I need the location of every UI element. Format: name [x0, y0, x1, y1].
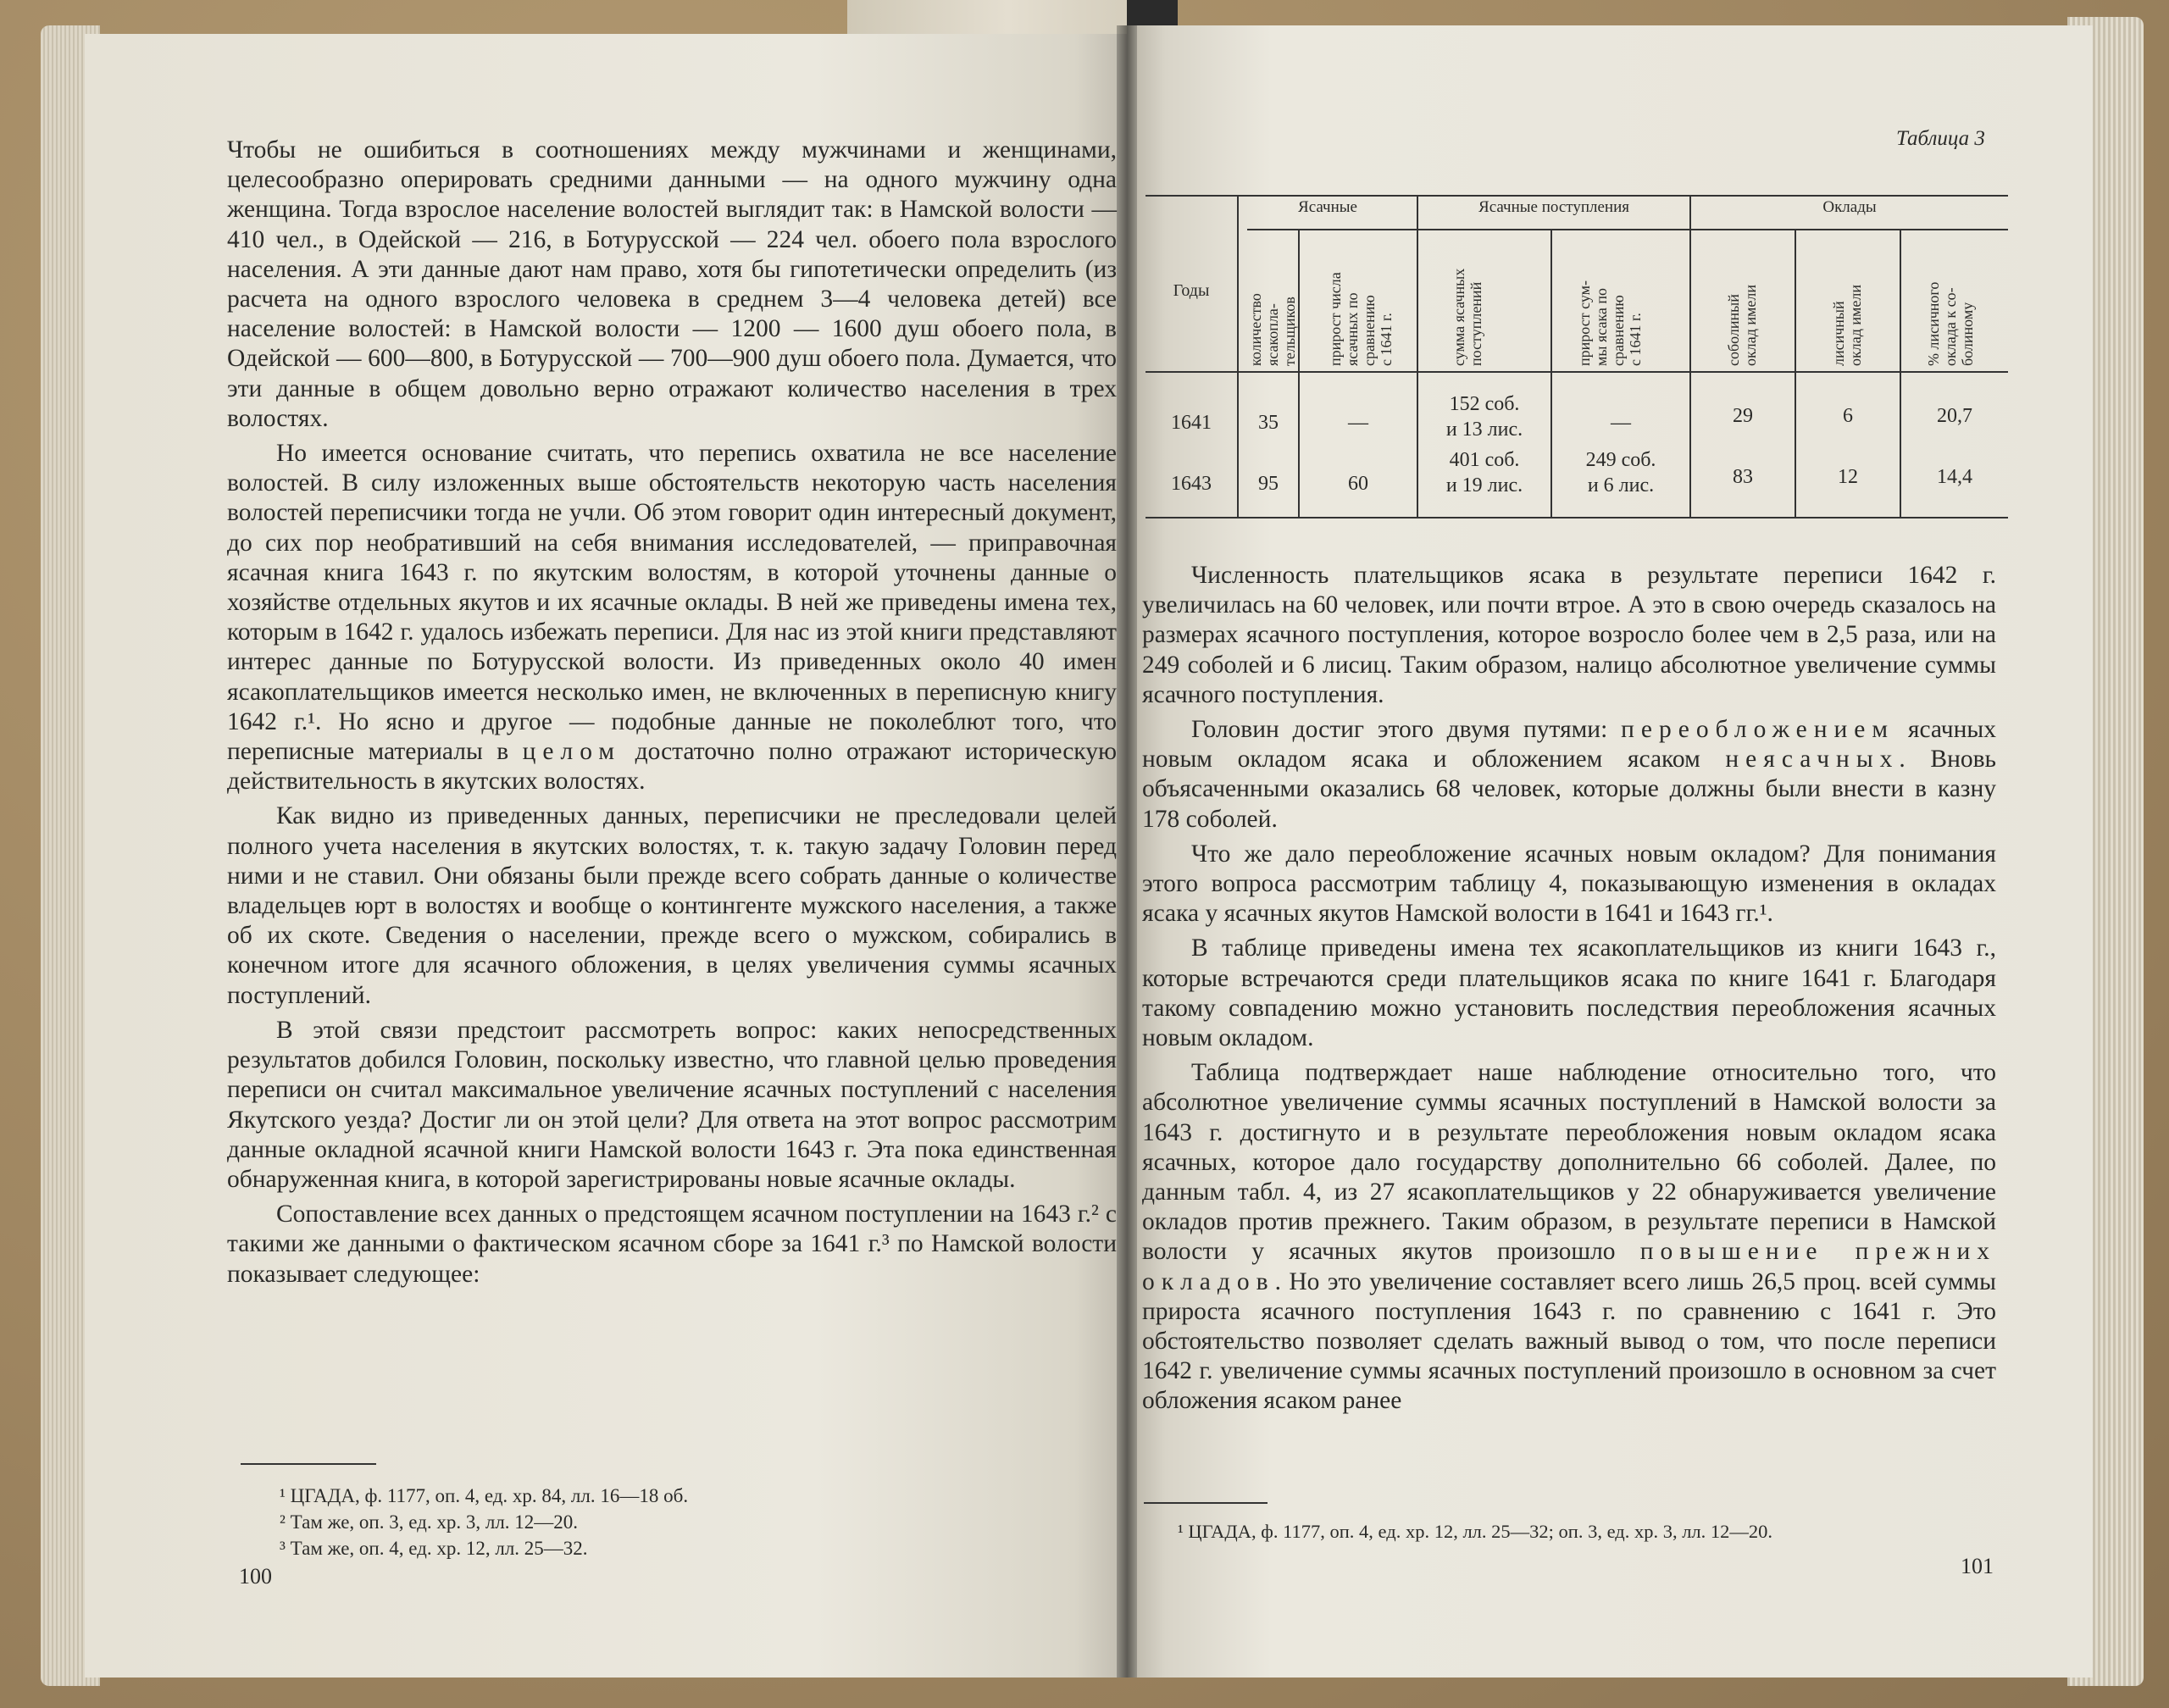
page-number: 100: [239, 1564, 272, 1589]
paragraph: [227, 439, 1117, 796]
group-header: Ясачные поступления: [1478, 198, 1629, 216]
column-header: прирост сум- мы ясака по сравнению с 1641 г.: [1576, 280, 1644, 366]
footnote: ¹ ЦГАДА, ф. 1177, оп. 4, ед. хр. 12, лл. 25—32; оп. 3, ед. хр. 3, лл. 12—20.: [1178, 1521, 1773, 1542]
paragraph: Как видно из приведенных данных, переписчики не преследовали целей полного учета населения в якутских волостях, т. к. такую задачу Головин перед ними и не ставил. Они обязаны были прежде всего собрать данные о количестве владельцев юрт в волостях и вообще о контингенте мужского населения, а также об их скоте. Сведения о населении, прежде всего о мужском, собирались в конечном итоге для ясачного обложения, в целях увеличения суммы ясачных поступлений.: [227, 802, 1117, 1009]
paragraph-text: Но имеется основание считать, что перепись охватила не все население волостей. В силу изложенных выше обстоятельств некоторую часть населения волостей переписчики тогда не учли. Об этом говорит один интересный документ, до сих пор необративший на себя внимания исследователей, — приправочная ясачная книга 1643 г. по якутским волостям, в которой уточнены данные о хозяйстве отдельных якутов и их ясачные оклады. В ней же приведены имена тех, которым в 1642 г. удалось избежать переписи. Для нас из этой книги представляют интерес данные по Ботурусской волости. Из приведенных около 40 имен ясакоплательщиков имеется несколько имен, не включенных в переписную книгу 1642 г.¹. Но ясно и другое — подобные данные не поколеблют того, что переписные материалы в: [227, 440, 1117, 766]
table-caption: Таблица 3: [1896, 127, 1985, 150]
right-page-body: [1142, 561, 1996, 1417]
paragraph-text: Таблица подтверждает наше наблюдение относительно того, что абсолютное увеличение суммы ясачных поступлений в Намской волости за 1643 г. достигнуто и в результате переобложения новым окладом ясака ясачных, которое дало государству дополнительно 66 соболей. Далее, по данным табл. 4, из 27 ясакоплательщиков у 22 обнаруживается увеличение окладов против прежнего. Таким образом, в результате переписи в Намской волости у ясачных якутов произошло: [1142, 1059, 1996, 1266]
column-header: % лисичного оклада к со- болиному: [1925, 281, 1976, 366]
column-header: количество ясакопла- тельщиков: [1247, 293, 1298, 366]
column-header: лисичный оклад имели: [1830, 284, 1864, 366]
spaced-emphasis: неясачных: [1725, 746, 1900, 774]
table-rule: [1146, 195, 2008, 197]
table-cell: 12: [1838, 466, 1858, 488]
spaced-emphasis: целом: [522, 738, 622, 766]
footnote: ² Там же, оп. 3, ед. хр. 3, лл. 12—20.: [280, 1511, 579, 1533]
paragraph: Сопоставление всех данных о предстоящем ясачном поступлении на 1643 г.² с такими же данными о фактическом ясачном сборе за 1641 г.³ по Намской волости показывает следующее:: [227, 1201, 1117, 1288]
table-cell: 152 соб.: [1449, 393, 1520, 415]
paragraph: [1142, 715, 1996, 835]
paragraph-text: Головин достиг этого двумя путями:: [1191, 716, 1608, 744]
table-cell: и 19 лис.: [1445, 474, 1523, 496]
column-header: прирост числа ясачных по сравнению с 1641 г.: [1327, 272, 1395, 366]
table-cell: 20,7: [1937, 405, 1972, 427]
paragraph: Численность плательщиков ясака в результате переписи 1642 г. увеличилась на 60 человек, или почти втрое. А это в свою очередь сказалось на размерах ясачного поступления, которое возросло более чем в 2,5 раза, или на 249 соболей и 6 лисиц. Таким образом, налицо абсолютное увеличение суммы ясачного поступления.: [1142, 562, 1996, 708]
table-cell: 29: [1733, 405, 1753, 427]
table-cell: 83: [1733, 466, 1753, 488]
paragraph-text: достаточно полно отражают историческую действительность в якутских волостях.: [227, 738, 1118, 796]
table-rule: [1146, 371, 2008, 373]
table-cell: и 6 лис.: [1587, 474, 1655, 496]
group-header: Ясачные: [1298, 198, 1357, 216]
table-cell: 249 соб.: [1585, 449, 1656, 471]
column-header: Годы: [1173, 281, 1210, 300]
table-cell: —: [1348, 412, 1368, 434]
paragraph: В этой связи предстоит рассмотреть вопрос: каких непосредственных результатов добился Головин, поскольку известно, что главной целью проведения переписи он считал максимальное увеличение ясачных поступлений с населения Якутского уезда? Достиг ли он этой цели? Для ответа на этот вопрос рассмотрим данные окладной ясачной книги Намской волости 1643 г. Эта пока единственная обнаруженная книга, в которой зарегистрированы новые ясачные оклады.: [227, 1016, 1117, 1193]
footnote: ³ Там же, оп. 4, ед. хр. 12, лл. 25—32.: [280, 1538, 588, 1559]
paragraph: Что же дало переобложение ясачных новым окладом? Для понимания этого вопроса рассмотрим таблицу 4, показывающую изменения в окладах ясака у ясачных якутов Намской волости в 1641 и 1643 гг.¹.: [1142, 840, 1996, 928]
column-header: соболиный оклад имели: [1725, 284, 1759, 366]
spaced-emphasis: повышение прежних окладов: [1142, 1238, 1996, 1295]
paragraph-text: ясачных новым окладом ясака и обложением ясаком: [1142, 716, 1997, 774]
table-rule: [1247, 229, 2008, 230]
left-page-body: [227, 136, 1117, 1289]
paragraph: [1142, 1058, 1996, 1416]
footnote-rule: [1144, 1502, 1268, 1504]
table-cell: 35: [1258, 412, 1279, 434]
column-header: сумма ясачных поступлений: [1451, 268, 1484, 366]
table-rule: [1237, 195, 1239, 517]
table-rule: [1146, 517, 2008, 518]
data-table: [1146, 188, 2008, 518]
table-cell: 95: [1258, 473, 1279, 495]
group-header: Оклады: [1822, 198, 1877, 216]
table-cell: —: [1611, 412, 1631, 434]
paragraph-text: . Вновь объясаченными оказались 68 человек, которые должны были внести в казну 178 соболей.: [1142, 746, 1997, 833]
footnote: ¹ ЦГАДА, ф. 1177, оп. 4, ед. хр. 84, лл. 16—18 об.: [280, 1485, 689, 1506]
table-cell: 14,4: [1937, 466, 1972, 488]
paragraph: Чтобы не ошибиться в соотношениях между мужчинами и женщинами, целесообразно оперировать средними данными — на одного мужчину одна женщина. Тогда взрослое население волостей выглядит так: в Намской волости — 410 чел., в Одейской — 216, в Ботурусской — 224 чел. обоего пола взрослого населения. А эти данные дают нам право, хотя бы гипотетически определить (из расчета на одного взрослого человека в среднем 3—4 человека детей) все население волостей: в Намской волости — 1200 — 1600 душ обоего пола, в Одейской — 600—800, в Ботурусской — 700—900 душ обоего пола. Думается, что эти данные в общем довольно верно отражают количество населения в трех волостях.: [227, 136, 1117, 432]
table-cell: 60: [1348, 473, 1368, 495]
paragraph-text: . Но это увеличение составляет всего лишь 26,5 проц. всей суммы прироста ясачного поступления 1643 г. по сравнению с 1641 г. Это обстоятельство позволяет сделать важный вывод о том, что после переписи 1642 г. увеличение суммы ясачных поступлений произошло в основном за счет обложения ясаком ранее: [1142, 1267, 1996, 1415]
spaced-emphasis: переобложением: [1621, 716, 1895, 744]
page-number: 101: [1961, 1554, 1994, 1578]
table-cell: 401 соб.: [1449, 449, 1520, 471]
footnote-rule: [241, 1463, 376, 1465]
paragraph: В таблице приведены имена тех ясакоплательщиков из книги 1643 г., которые встречаются среди плательщиков ясака по книге 1641 г. Благодаря такому совпадению можно установить последствия переобложения ясачных новым окладом.: [1142, 934, 1996, 1052]
table-cell: 6: [1843, 405, 1853, 427]
book-gutter: [1117, 25, 1137, 1678]
table-cell: 1641: [1171, 412, 1212, 434]
table-cell: 1643: [1171, 473, 1212, 495]
table-cell: и 13 лис.: [1445, 419, 1523, 441]
